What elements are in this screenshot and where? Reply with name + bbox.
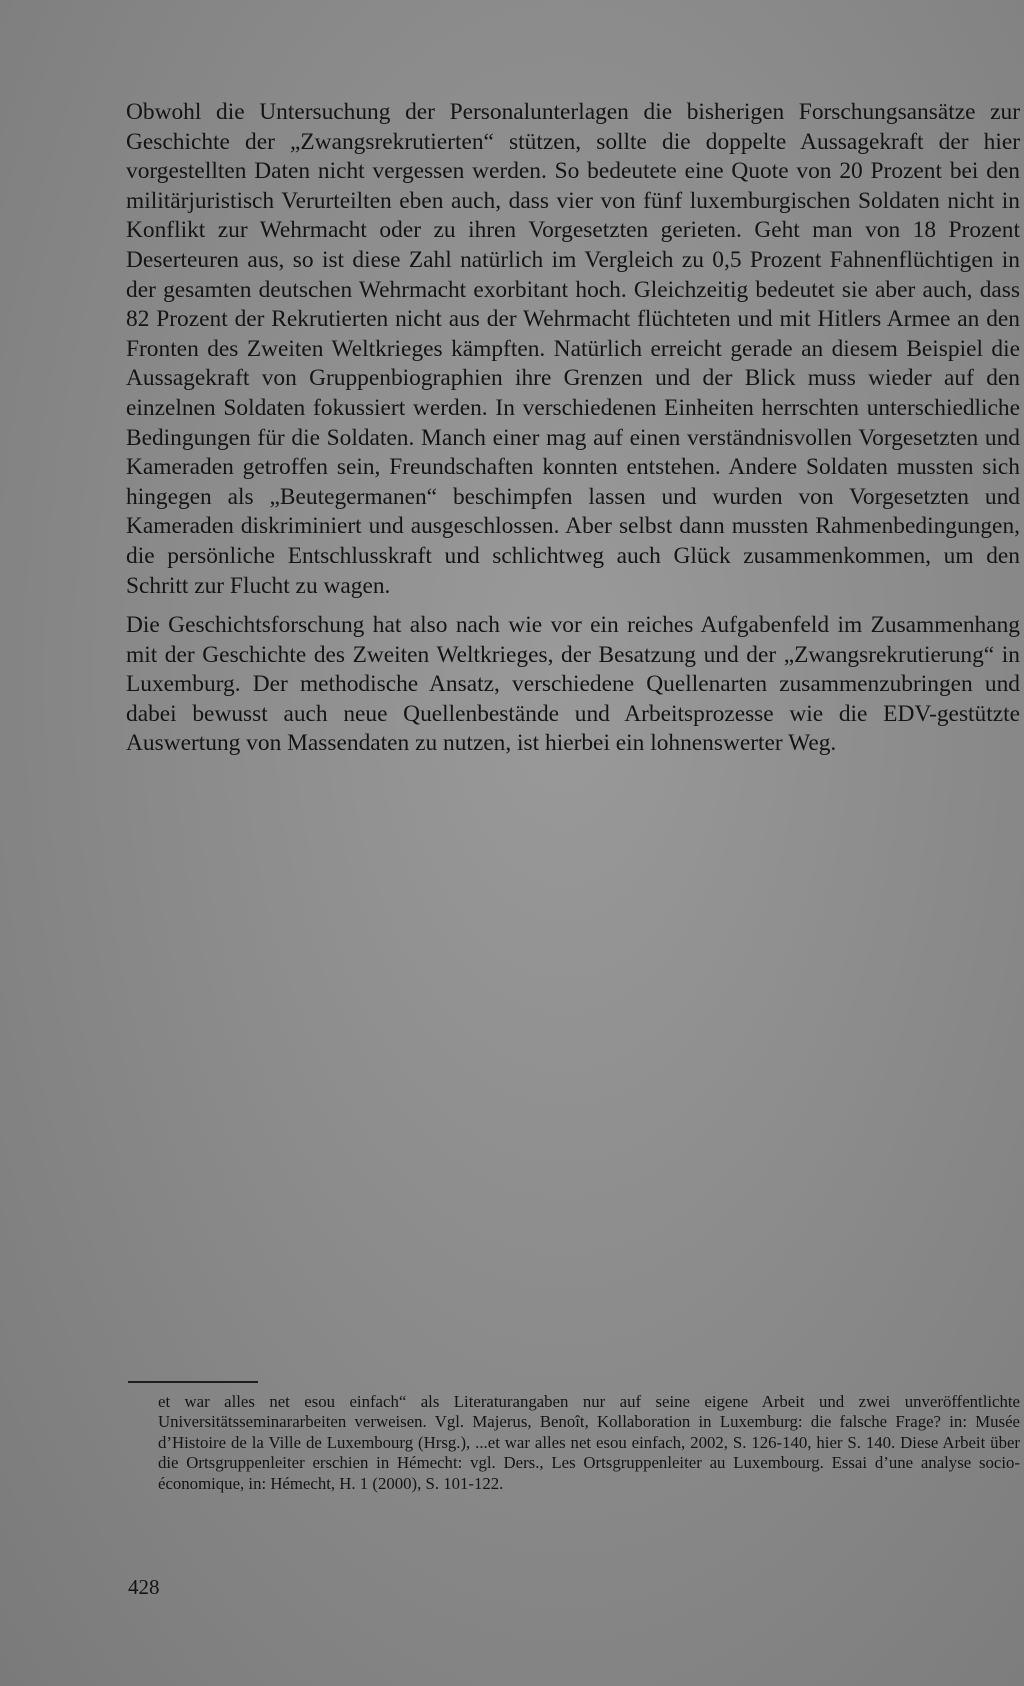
footnote-separator xyxy=(128,1381,258,1383)
page-number: 428 xyxy=(128,1575,160,1599)
body-paragraph-1: Obwohl die Untersuchung der Personalunterlagen die bisherigen Forschungsansätze zur Geschichte der „Zwangsrekrutierten“ stützen, sollte die doppelte Aussagekraft der hier vorgestellten Daten nicht vergessen werden. So bedeutete eine Quote von 20 Prozent bei den militärjuristisch Verurteilten eben auch, dass vier von fünf luxemburgischen Soldaten nicht in Konflikt zur Wehrmacht oder zu ihren Vorgesetzten gerieten. Geht man von 18 Prozent Deserteuren aus, so ist diese Zahl natürlich im Vergleich zu 0,5 Prozent Fahnenflüchtigen in der gesamten deutschen Wehrmacht exorbitant hoch. Gleichzeitig bedeutet sie aber auch, dass 82 Prozent der Rekrutierten nicht aus der Wehrmacht flüchteten und mit Hitlers Armee an den Fronten des Zweiten Weltkrieges kämpften. Natürlich erreicht gerade an diesem Beispiel die Aussagekraft von Gruppenbiographien ihre Grenzen und der Blick muss wieder auf den einzelnen Soldaten fokussiert werden. In verschiedenen Einheiten herrschten unterschiedliche Bedingungen für die Soldaten. Manch einer mag auf einen verständnisvollen Vorgesetzten und Kameraden getroffen sein, Freundschaften konnten entstehen. Andere Soldaten mussten sich hingegen als „Beutegermanen“ beschimpfen lassen und wurden von Vorgesetzten und Kameraden diskriminiert und ausgeschlossen. Aber selbst dann mussten Rahmenbedingungen, die persönliche Entschlusskraft und schlichtweg auch Glück zusammenkommen, um den Schritt zur Flucht zu wagen. xyxy=(126,99,1020,599)
body-text xyxy=(126,98,1020,759)
body-paragraph-2: Die Geschichtsforschung hat also nach wie vor ein reiches Aufgabenfeld im Zusammenhang mit der Geschichte des Zweiten Weltkrieges, der Besatzung und der „Zwangsrekrutierung“ in Luxemburg. Der methodische Ansatz, verschiedene Quellenarten zusammenzubringen und dabei bewusst auch neue Quellenbestände und Arbeitsprozesse wie die EDV-gestützte Auswertung von Massendaten zu nutzen, ist hierbei ein lohnenswerter Weg. xyxy=(126,612,1020,757)
footnote: et war alles net esou einfach“ als Literaturangaben nur auf seine eigene Arbeit und zwei unveröffentlichte Universitätsseminararbeiten verweisen. Vgl. Majerus, Benoît, Kollaboration in Luxemburg: die falsche Frage? in: Musée d’Histoire de la Ville de Luxembourg (Hrsg.), ...et war alles net esou einfach, 2002, S. 126-140, hier S. 140. Diese Arbeit über die Ortsgruppenleiter erschien in Hémecht: vgl. Ders., Les Ortsgruppenleiter au Luxembourg. Essai d’une analyse socio-économique, in: Hémecht, H. 1 (2000), S. 101-122. xyxy=(158,1392,1020,1493)
